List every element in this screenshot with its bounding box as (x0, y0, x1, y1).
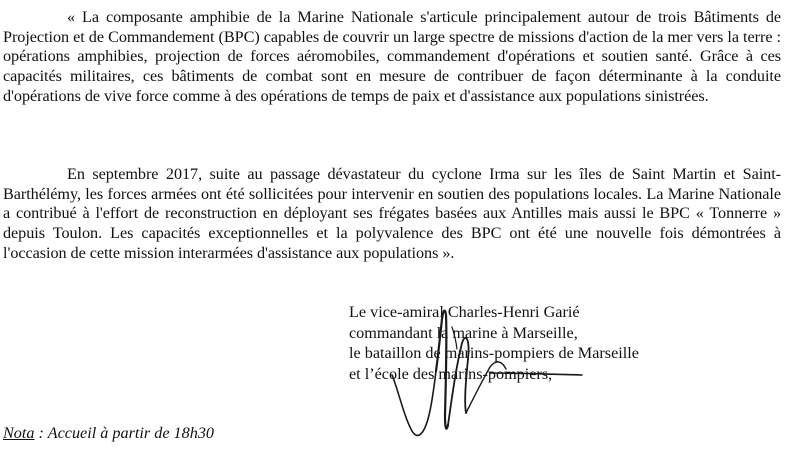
nota-separator: : (34, 424, 48, 442)
signature-line-battalion: le bataillon de marins-pompiers de Marseille (349, 344, 639, 362)
paragraph-bpc-description: « La composante amphibie de la Marine Nationale s'articule principalement autour de trois Bâtiments de Projection et de Commandement (BPC) capables de couvrir un large spectre de missions d'action de la mer vers la terre : opérations amphibies, projection de forces aéromobiles, commandement d'opérations et soutien santé. Grâce à ces capacités militaires, ces bâtiments de combat sont en mesure de contribuer de façon déterminante à la conduite d'opérations de vive force comme à des opérations de temps de paix et d'assistance aux populations sinistrées. (3, 8, 781, 105)
nota-text: Accueil à partir de 18h30 (47, 424, 215, 442)
nota-label: Nota (3, 424, 35, 442)
signature-line-name: Le vice-amiral Charles-Henri Garié (349, 303, 580, 321)
paragraph-irma-mission: En septembre 2017, suite au passage dévastateur du cyclone Irma sur les îles de Saint Martin et Saint-Barthélémy, les forces armées ont été sollicitées pour intervenir en soutien des populations locales. La Marine Nationale a contribué à l'effort de reconstruction en déployant ses frégates basées aux Antilles mais aussi le BPC « Tonnerre » depuis Toulon. Les capacités exceptionnelles et la polyvalence des BPC ont été une nouvelle fois démontrées à l'occasion de cette mission interarmées d'assistance aux populations ». (3, 165, 781, 262)
nota-note (3, 424, 214, 443)
signature-line-title: commandant la marine à Marseille, (349, 323, 578, 342)
signature-line-school: et l’école des marins-pompiers, (349, 364, 553, 383)
signature-block (349, 302, 729, 384)
